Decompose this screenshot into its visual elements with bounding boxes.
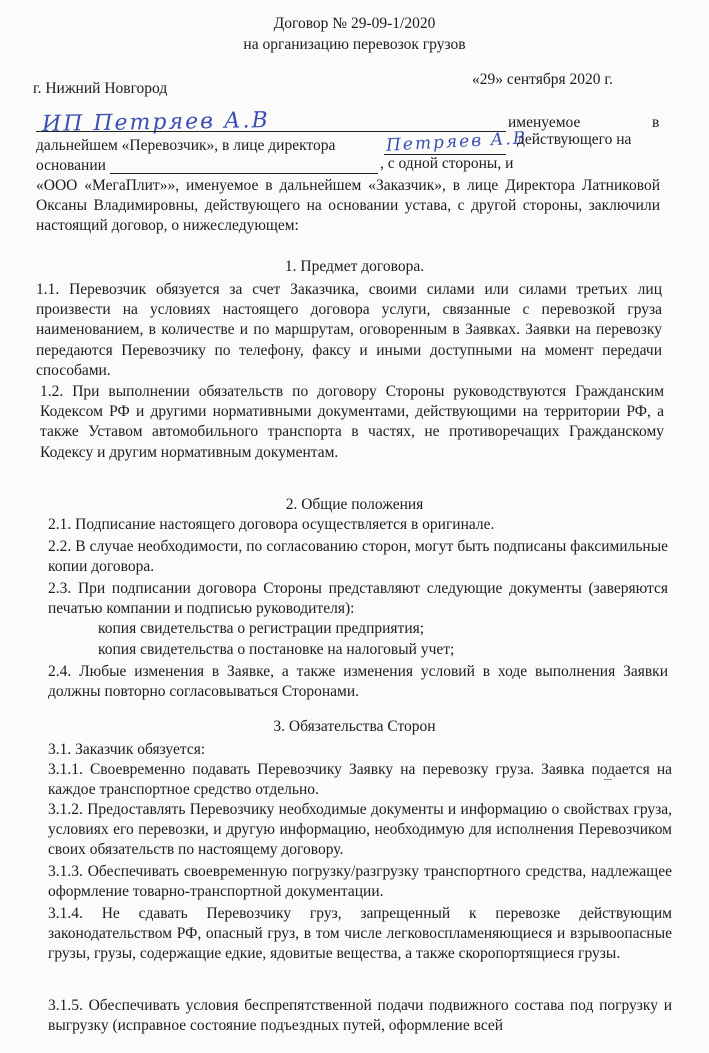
- clause-2-3: 2.3. При подписании договора Стороны представляют следующие документы (заверяются печатью компании и подписью руководителя):: [48, 580, 668, 618]
- director-signature: Петряев А.В: [385, 128, 528, 156]
- clause-1-2: 1.2. При выполнении обязательств по договору Стороны руководствуются Гражданским Кодексом РФ и другими нормативными документами, действующими на территории РФ, а также Уставом автомобильного транспорта в частях, не противоречащих Гражданскому Кодексу и другим нормативным документам.: [40, 383, 664, 461]
- clause-2-4: 2.4. Любые изменения в Заявке, а также изменения условий в ходе выполнения Заявки должны повторно согласовываться Сторонами.: [48, 663, 668, 701]
- bullet-item-registration: копия свидетельства о регистрации предприятия;: [98, 620, 425, 637]
- section-3-heading: 3. Обязательства Сторон: [273, 718, 436, 735]
- bullet-item-tax: копия свидетельства о постановке на налоговый учет;: [98, 641, 455, 658]
- carrier-signature: ИП Петряев А.В: [41, 108, 270, 137]
- one-side-text: , с одной стороны, и: [380, 155, 514, 172]
- city: г. Нижний Новгород: [33, 80, 168, 97]
- basis-underline: [110, 173, 378, 174]
- clause-2-1: 2.1. Подписание настоящего договора осуществляется в оригинале.: [48, 516, 495, 533]
- clause-3-1-1: 3.1.1. Своевременно подавать Перевозчику Заявку на перевозку груза. Заявка подается на каждое транспортное средство отдельно.: [48, 761, 672, 799]
- carrier-name-underline: [36, 131, 506, 132]
- clause-3-1-3: 3.1.3. Обеспечивать своевременную погрузку/разгрузку транспортного средства, надлежащее оформление товарно-транспортной документации.: [48, 863, 672, 901]
- acting-text: действующего на: [517, 131, 632, 148]
- clause-3-1: 3.1. Заказчик обязуется:: [48, 741, 206, 758]
- clause-3-1-4: 3.1.4. Не сдавать Перевозчику груз, запрещенный к перевозке действующим законодательством РФ, опасный груз, в том числе легковоспламеняющиеся и взрывоопасные грузы, грузы, содержащие едкие, ядовитые вещества, а также скоропортящиеся грузы.: [48, 905, 672, 963]
- section-2-heading: 2. Общие положения: [285, 496, 424, 513]
- named-word: именуемое: [508, 114, 581, 131]
- section-1-heading: 1. Предмет договора.: [284, 258, 425, 275]
- basis-text: основании: [36, 157, 106, 174]
- customer-paragraph: «ООО «МегаПлит»», именуемое в дальнейшем «Заказчик», в лице Директора Латниковой Оксаны Владимировны, действующего на основании устава, с другой стороны, заключили настоящий договор, о нижеследующем:: [36, 177, 660, 235]
- scan-mark: [604, 779, 612, 780]
- clause-1-1: 1.1. Перевозчик обязуется за счет Заказчика, своими силами или силами третьих лиц произвести на условиях настоящего договора услуги, связанные с перевозкой груза наименованием, в количестве и по маршрутам, оговоренным в Заявках. Заявки на перевозку передаются Перевозчику по телефону, факсу и иными доступными на момент передачи способами.: [36, 281, 662, 379]
- contract-title: Договор № 29-09-1/2020: [273, 15, 436, 32]
- clause-3-1-5: 3.1.5. Обеспечивать условия беспрепятственной подачи подвижного состава под погрузку и выгрузку (исправное состояние подъездных путей, оформление всей: [48, 997, 672, 1035]
- contract-subtitle: на организацию перевозок грузов: [243, 36, 466, 53]
- in-word: в: [652, 114, 660, 131]
- clause-3-1-2: 3.1.2. Предоставлять Перевозчику необходимые документы и информацию о свойствах груза, условиях его перевозки, и другую информацию, необходимую для исполнения Перевозчиком своих обязательств по настоящему договору.: [48, 801, 672, 859]
- contract-date: «29» сентября 2020 г.: [472, 71, 613, 88]
- carrier-director-text: дальнейшем «Перевозчик», в лице директора: [36, 137, 336, 154]
- clause-2-2: 2.2. В случае необходимости, по согласованию сторон, могут быть подписаны факсимильные копии договора.: [48, 538, 668, 576]
